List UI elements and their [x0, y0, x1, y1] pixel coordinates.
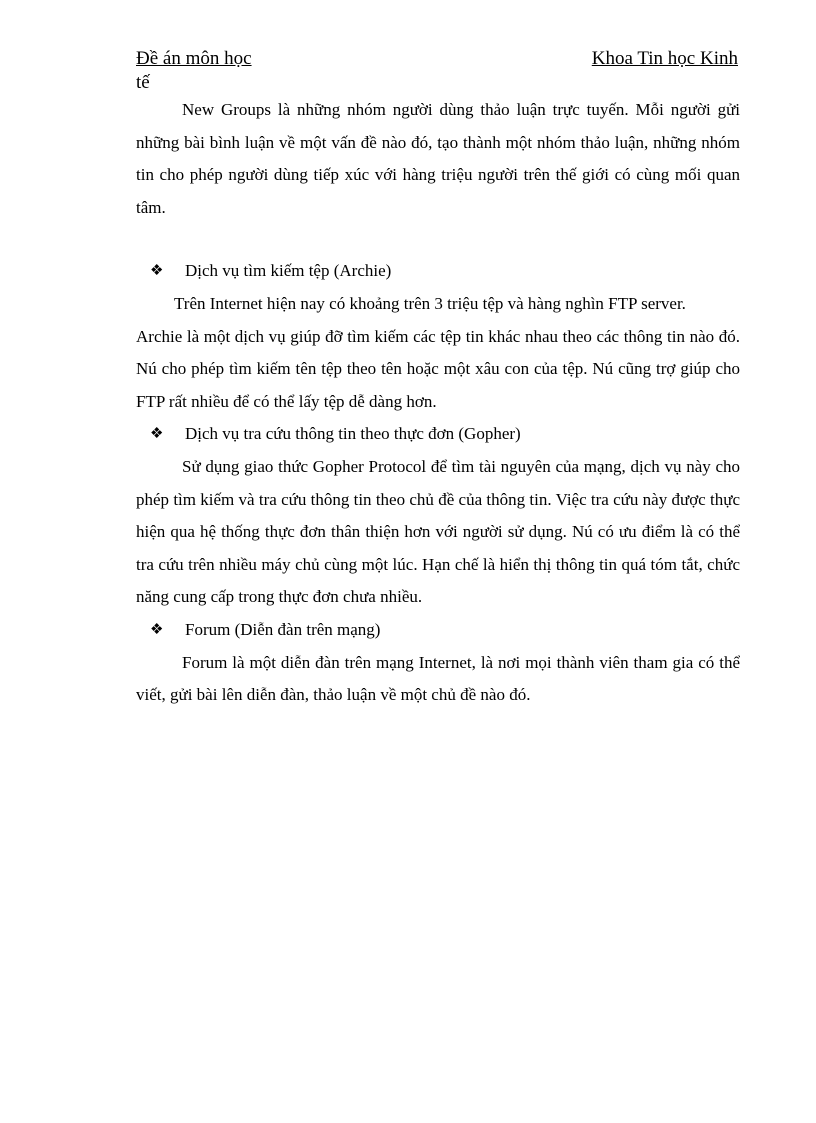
section-heading-forum	[136, 614, 740, 647]
gopher-paragraph: Sử dụng giao thức Gopher Protocol để tìm tài nguyên của mạng, dịch vụ này cho phép tìm kiếm và tra cứu thông tin theo chủ đề của thông tin. Việc tra cứu này được thực hiện qua hệ thống thực đơn thân thiện hơn với người sử dụng. Nú có ưu điểm là có thể tra cứu trên nhiều máy chủ cùng một lúc. Hạn chế là hiển thị thông tin quá tóm tắt, chức năng cung cấp trong thực đơn chưa nhiều.	[136, 456, 740, 607]
header-course-title: Đề án môn học	[136, 48, 252, 69]
section-heading-archie	[136, 255, 740, 288]
four-diamond-bullet-icon: ❖	[150, 621, 164, 638]
intro-paragraph: New Groups là những nhóm người dùng thảo luận trực tuyến. Mỗi người gửi những bài bình luận về một vấn đề nào đó, tạo thành một nhóm thảo luận, những nhóm tin cho phép người dùng tiếp xúc với hàng triệu người trên thế giới có cùng mối quan tâm.	[136, 100, 740, 217]
header-faculty-continuation: tế	[136, 72, 150, 93]
four-diamond-bullet-icon: ❖	[150, 426, 164, 443]
paragraph-spacer	[136, 224, 740, 255]
section-heading-text: Dịch vụ tra cứu thông tin theo thực đơn (Gopher)	[185, 424, 521, 444]
forum-paragraph: Forum là một diễn đàn trên mạng Internet, là nơi mọi thành viên tham gia có thể viết, gửi bài lên diễn đàn, thảo luận về một chủ đề nào đó.	[136, 652, 740, 705]
page-header	[136, 46, 740, 93]
header-faculty-name: Khoa Tin học Kinh	[591, 48, 738, 69]
four-diamond-bullet-icon: ❖	[150, 263, 164, 280]
document-page	[136, 46, 740, 712]
archie-paragraph-1: Trên Internet hiện nay có khoảng trên 3 triệu tệp và hàng nghìn FTP server.	[174, 293, 686, 313]
section-heading-gopher	[136, 418, 740, 451]
archie-paragraph-2: Archie là một dịch vụ giúp đỡ tìm kiếm các tệp tin khác nhau theo các thông tin nào đó. Nú cho phép tìm kiếm tên tệp theo tên hoặc một xâu con của tệp. Nú cũng trợ giúp cho FTP rất nhiều để có thể lấy tệp dễ dàng hơn.	[136, 326, 740, 411]
section-heading-text: Forum (Diễn đàn trên mạng)	[185, 619, 381, 639]
section-heading-text: Dịch vụ tìm kiếm tệp (Archie)	[185, 261, 392, 281]
